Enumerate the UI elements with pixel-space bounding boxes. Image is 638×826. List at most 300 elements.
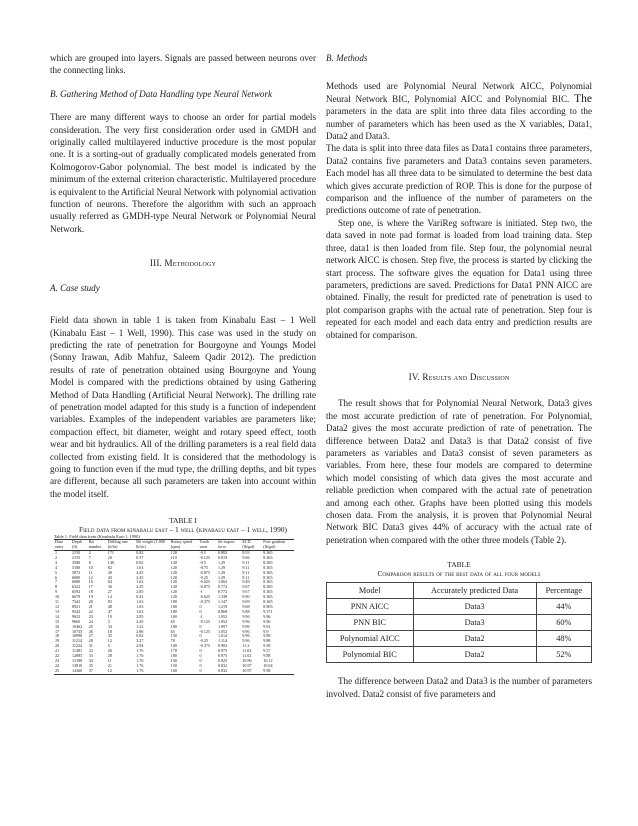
table1-cell: 8921: [71, 603, 81, 609]
table1-cell: 18: [55, 633, 60, 639]
table1-cell: 8.365: [263, 584, 273, 590]
table1-cell: 1.338: [217, 594, 228, 600]
table1-cell: 14: [55, 613, 60, 619]
table1-cell: 49: [107, 569, 112, 575]
table1-cell: 6080: [71, 579, 81, 585]
table1-cell: 9.11: [242, 559, 250, 565]
table1-cell: 9.69: [242, 599, 250, 605]
table1-cell: 8: [88, 559, 91, 565]
table1-cell: 110: [170, 554, 177, 560]
table1-header-cell: Tooth wear: [199, 539, 209, 550]
table1-cell: 14360: [71, 667, 83, 673]
table1-cell: 0.832: [217, 667, 228, 673]
table1-cell: 27: [107, 589, 112, 595]
table1-cell: 22: [55, 653, 60, 659]
table1-cell: 11.02: [242, 648, 252, 654]
table1-cell: 0: [199, 662, 202, 668]
table1-cell: 20: [107, 554, 112, 560]
table1-cell: 0: [199, 667, 202, 673]
table1-cell: 35: [107, 633, 112, 639]
table1-cell: 150: [170, 633, 177, 639]
table1-cell: 4: [55, 564, 58, 570]
table1-cell: 8.365: [263, 589, 273, 595]
table1-cell: 17: [88, 584, 93, 590]
table1-cell: 9.96: [242, 628, 250, 634]
table1-cell: 27: [88, 633, 93, 639]
table1-cell: 9652: [71, 613, 81, 619]
table1-cell: 22: [88, 608, 93, 614]
table2-cell: 44%: [536, 599, 591, 615]
table1-cell: 11224: [71, 643, 83, 649]
subsection-gmdh-heading: B. Gathering Method of Data Handling type Neural Network: [50, 88, 273, 99]
table1-cell: 180: [170, 623, 177, 629]
table1-cell: 10.04: [263, 662, 273, 668]
table1-cell: 0.832: [217, 662, 228, 668]
table1-cell: 10.96: [242, 657, 252, 663]
table1-cell: 32: [88, 648, 93, 654]
table1-cell: 180: [170, 599, 177, 605]
table1-cell: 100: [170, 643, 177, 649]
table2-row: [327, 631, 592, 647]
table1-cell: 10462: [71, 623, 83, 629]
table2-cell: Polynomial BIC: [327, 647, 414, 663]
table1-cell: 120: [170, 589, 177, 595]
table1-cell: 10: [55, 594, 60, 600]
table1-cell: 9.39: [263, 643, 271, 649]
table1-cell: 10735: [71, 628, 83, 634]
table1-cell: 150: [170, 662, 177, 668]
table1-label: TABLE I: [169, 516, 197, 526]
table1-cell: 1.219: [217, 603, 228, 609]
table1-cell: 9660: [71, 618, 81, 624]
table1-cell: 34: [88, 657, 93, 663]
table2-cell: PNN BIC: [327, 615, 414, 631]
table1-cell: 2: [88, 550, 91, 555]
table1-cell: 9.11: [242, 564, 250, 570]
table1-cell: 7: [88, 554, 91, 560]
table1-cell: 64: [107, 579, 112, 585]
table1-cell: 1.76: [136, 662, 144, 668]
table1-cell: 0.82: [136, 559, 144, 565]
methodology-heading: III. Methodology: [149, 258, 217, 269]
table1-cell: 6000: [71, 574, 81, 580]
table1-cell: 9.88: [263, 638, 271, 644]
table1-cell: 83: [107, 599, 112, 605]
table1-cell: 2.45: [136, 574, 144, 580]
steps-paragraph: Step one, is where the VariReg software is initiated. Step two, the data saved in note pad format is loaded from load training data. Step three, data1 is then loaded from file. Step four, the polynomial neural network AICC is chosen. Step five, the process is started by clicking the start process. The software gives the equation for Data1 using three parameters, predictions are saved. Predictions for Data1 PNN AICC are obtained. Finally, the result for predicted rate of penetration is used to plot comparison graphs with the actual rate of penetration. Step four is repeated for each model and each data entry and prediction results are obtained for comparison.: [326, 217, 592, 340]
table2-caption: Comparison results of the best data of all four models: [377, 569, 541, 579]
table1-cell: 1.29: [217, 569, 226, 575]
table1-cell: 120: [170, 559, 177, 565]
table1-cell: 2.85: [136, 613, 144, 619]
table1-cell: 100: [170, 613, 177, 619]
table1-cell: 8.365: [263, 569, 273, 575]
table1-cell: 12: [107, 638, 112, 644]
table1-cell: 9.96: [242, 613, 250, 619]
table1-cell: 120: [170, 569, 177, 575]
table1-cell: 1: [55, 550, 58, 555]
table1-cell: 130: [170, 657, 177, 663]
table1-cell: 10.12: [263, 657, 273, 663]
table1-cell: 25: [88, 623, 93, 629]
table1-cell: 7342: [71, 599, 81, 605]
table1-cell: 0.868: [217, 608, 228, 614]
table1-cell: 1.63: [136, 579, 144, 585]
table1-cell: 0: [199, 657, 202, 663]
table1-cell: 1.76: [136, 653, 144, 659]
table1-cell: 20: [55, 643, 60, 649]
table1-cell: 13: [55, 608, 60, 614]
table1-cell: 1.63: [136, 608, 144, 614]
table2-row: [327, 599, 592, 615]
table1-cell: 37: [88, 667, 93, 673]
table1-cell: 15: [55, 618, 60, 624]
methods-text-rest: parameters in the data are split into three data files according to the number of parameters which has been used as the X variables, Data1, Data2 and Data3.: [326, 106, 592, 142]
table1-cell: -0.625: [199, 594, 211, 600]
table1-cell: 2.86: [136, 628, 144, 634]
table1-cell: 0.975: [217, 648, 228, 654]
table1-inner-title: Table 1: Field data from (Kinabalu East-1, 1990): [54, 534, 140, 540]
table1-cell: 21: [88, 603, 93, 609]
table1-header-cell: Drilling rate (ft/hr): [107, 539, 128, 550]
table1: [54, 539, 294, 674]
table2: [326, 582, 592, 663]
table1-cell: 65: [170, 618, 175, 624]
table1-cell: 9.68: [242, 603, 250, 609]
table1-cell: 0.819: [217, 554, 228, 560]
table1-cell: 1.062: [217, 579, 228, 585]
table1-cell: 1.052: [217, 613, 228, 619]
table1-cell: 26: [107, 648, 112, 654]
table2-cell: 48%: [536, 631, 591, 647]
table1-cell: 8.365: [263, 554, 273, 560]
table1-cell: 2.94: [136, 643, 144, 649]
table1-cell: 1.052: [217, 628, 228, 634]
table1-cell: 180: [170, 653, 177, 659]
table2-cell: 60%: [536, 615, 591, 631]
table1-cell: 11: [55, 599, 59, 605]
table1-cell: 24: [88, 618, 93, 624]
table1-cell: 18: [107, 628, 112, 634]
table1-cell: 21: [107, 662, 112, 668]
table1-cell: 19: [88, 594, 93, 600]
table1-cell: 10.97: [242, 662, 252, 668]
table1-cell: 3: [55, 559, 58, 565]
table1-cell: 23: [55, 657, 60, 663]
table1-cell: 170: [170, 648, 177, 654]
table1-cell: 9.67: [242, 589, 250, 595]
table1-cell: -0.125: [199, 618, 211, 624]
table1-cell: 8.365: [263, 550, 273, 555]
table1-cell: -0.625: [199, 579, 211, 585]
methods-paragraph: [326, 80, 592, 142]
table1-cell: -0.5: [199, 559, 206, 565]
table1-cell: 2.45: [136, 569, 144, 575]
table1-cell: 1.052: [217, 618, 228, 624]
table1-cell: 9.90: [242, 594, 250, 600]
table2-cell: Polynomial AICC: [327, 631, 414, 647]
table1-header-cell: Jet impact force: [217, 539, 235, 550]
table1-cell: 9343: [71, 608, 81, 614]
table1-cell: 0.41: [136, 594, 144, 600]
table2-row: [327, 647, 592, 663]
methods-text-start: Methods used are Polynomial Neural Network AICC, Polynomial Neural Network BIC, Polynomial AICC and Polynomial BIC.: [326, 81, 592, 104]
table1-cell: 28: [88, 638, 93, 644]
table1-cell: 9.571: [263, 608, 273, 614]
table1-cell: 14: [107, 594, 112, 600]
table1-cell: 6322: [71, 584, 81, 590]
table1-cell: 9.11: [242, 574, 250, 580]
table1-cell: 0: [199, 633, 202, 639]
table1-cell: -0.875: [199, 584, 211, 590]
table1-cell: -0.125: [199, 628, 211, 634]
table1-cell: 9.06: [242, 554, 250, 560]
table2-header-cell: Model: [327, 583, 414, 599]
table1-cell: 1.29: [217, 559, 226, 565]
table1-cell: 17: [55, 628, 60, 634]
table1-cell: 8.365: [263, 574, 273, 580]
table1-cell: 19: [107, 613, 112, 619]
table1-cell: 31: [88, 643, 93, 649]
table1-cell: 25: [55, 667, 60, 673]
intro-paragraph: which are grouped into layers. Signals are passed between neurons over the connecting links.: [50, 53, 316, 76]
table1-cell: 10.97: [242, 667, 252, 673]
table1-cell: 1.014: [217, 633, 228, 639]
table1-cell: 0: [199, 623, 202, 629]
table1-cell: -1: [199, 589, 203, 595]
split-paragraph: The data is split into three data files as Data1 contains three parameters, Data2 contains five parameters and Data3 contains seven parameters. Each model has all three data to be simulated to determine the best data which gives accurate prediction of ROP. This is done for the purpose of comparison and the influence of the number of parameters on the predictions outcome of rate of penetration.: [326, 143, 592, 216]
table1-cell: 0: [199, 648, 202, 654]
methods-the: The: [574, 92, 592, 105]
table1-cell: 1.114: [217, 638, 227, 644]
table1-cell: -0.75: [199, 564, 208, 570]
table1-cell: 9.9: [263, 628, 269, 634]
table1-cell: 2.45: [136, 618, 144, 624]
table1-cell: 9.67: [242, 584, 250, 590]
table1-cell: 120: [170, 594, 177, 600]
table1-cell: 0.903: [217, 643, 228, 649]
table1-cell: 10990: [71, 633, 83, 639]
table1-cell: 16: [88, 579, 93, 585]
table1-cell: 1.63: [136, 603, 144, 609]
table1-cell: 3580: [71, 559, 81, 565]
table1-cell: 0.82: [136, 550, 144, 555]
table1-header-cell: Bit number: [88, 539, 102, 550]
table1-cell: 8.365: [263, 559, 273, 565]
table1-cell: 70: [170, 638, 175, 644]
table1-cell: 18: [88, 589, 93, 595]
table1-cell: 8.93: [242, 550, 250, 555]
table1-cell: 171: [107, 550, 114, 555]
table1-cell: 0.825: [217, 657, 228, 663]
table1-cell: 11.3: [242, 643, 250, 649]
table1-cell: 9.89: [263, 633, 271, 639]
table1-cell: 9.91: [263, 623, 271, 629]
table2-cell: 52%: [536, 647, 591, 663]
table1-cell: 9.49: [242, 579, 250, 585]
table1-cell: 8.365: [263, 599, 273, 605]
gmdh-paragraph: There are many different ways to choose an order for partial models consideration. The very first consideration order used in GMDH and originally called multilayered inductive procedure is the most popular one. It is a sorting-out of gradually complicated models generated from Kolmogorov-Gabor polynomial. The best model is indicated by the minimum of the external criterion characteristic. Multilayered procedure is equivalent to the Artificial Neural Network with polynomial activation function of neurons. Therefore the algorithm with such an approach usually referred as GMDH-type Neural Network or Polynomial Neural Network.: [50, 112, 316, 234]
table1-cell: 180: [170, 608, 177, 614]
table1-cell: 1.63: [136, 564, 144, 570]
table1-cell: 8.365: [263, 564, 273, 570]
results-heading: IV. Results and Discussion: [408, 371, 510, 382]
table1-cell: 0: [199, 653, 202, 659]
table1-cell: -0.875: [199, 569, 211, 575]
table1-cell: 120: [170, 574, 177, 580]
table1-cell: 35: [88, 662, 93, 668]
table1-cell: 9.96: [242, 633, 250, 639]
table2-cell: Data2: [413, 647, 536, 663]
table2-cell: PNN AICC: [327, 599, 414, 615]
table1-cell: 1.29: [217, 574, 226, 580]
table1-cell: 2: [55, 554, 58, 560]
table1-cell: 12: [88, 574, 93, 580]
table1-cell: 33: [88, 653, 93, 659]
table1-cell: -0.25: [199, 574, 208, 580]
table1-cell: 3: [107, 618, 110, 624]
table1-cell: 3.27: [136, 638, 144, 644]
table1-cell: 120: [170, 550, 177, 555]
table1-cell: 0.772: [217, 584, 228, 590]
table1-cell: 9.88: [242, 608, 250, 614]
table1-cell: 9: [55, 589, 58, 595]
table1-header-cell: Rotary speed (rpm): [170, 539, 193, 550]
table1-cell: 0.772: [217, 589, 228, 595]
table1-cell: 6: [55, 574, 58, 580]
table1-cell: 11.02: [242, 653, 252, 659]
table1-header-cell: Data entry: [55, 539, 64, 550]
right-column: [326, 52, 592, 700]
table1-cell: 11214: [71, 638, 83, 644]
table1-cell: 65: [170, 628, 175, 634]
table1-cell: 7: [55, 579, 58, 585]
left-column: [50, 52, 316, 675]
table1-cell: 1.63: [136, 599, 144, 605]
table1-cell: 10: [88, 564, 93, 570]
table1-header-cell: ECD (lb/gal): [242, 539, 255, 550]
table1-cell: 12883: [71, 653, 83, 659]
table1-cell: 1.29: [217, 564, 226, 570]
table1-cell: -0.375: [199, 599, 211, 605]
table1-cell: 13810: [71, 662, 83, 668]
table1-cell: 9.96: [242, 638, 250, 644]
table1-cell: 19: [55, 638, 60, 644]
case-study-heading: A. Case study: [50, 282, 100, 293]
table1-cell: 0.82: [136, 633, 144, 639]
table1-cell: 1.76: [136, 667, 144, 673]
table1-cell: 1.147: [217, 599, 228, 605]
table1-cell: 48: [107, 603, 112, 609]
table1-header-cell: Pore gradient (lb/gal): [263, 539, 286, 550]
table1-cell: 5180: [71, 564, 81, 570]
table1-cell: 11481: [71, 648, 83, 654]
table1-row: [54, 669, 294, 674]
table1-cell: -0.5: [199, 550, 206, 555]
table1-cell: -0.25: [199, 638, 208, 644]
table1-cell: 9.11: [242, 569, 250, 575]
table1-caption: Field data from kinabalu east – 1 well (kinabalu east – 1 well, 1990): [79, 525, 287, 535]
table1-cell: 2150: [71, 550, 81, 555]
methods-heading: B. Methods: [326, 53, 368, 63]
table1-cell: 0.882: [217, 550, 228, 555]
table1-cell: 8.365: [263, 594, 273, 600]
table1-cell: 8.365: [263, 579, 273, 585]
table1-cell: 6592: [71, 589, 81, 595]
table1-cell: 9.98: [263, 667, 271, 673]
table2-cell: Data3: [413, 599, 536, 615]
table1-cell: 12: [107, 667, 112, 673]
table1-cell: 34: [107, 623, 112, 629]
table2-header-cell: Percentage: [536, 583, 591, 599]
table1-header-cell: Bit weight (1,000 lb/in.): [136, 539, 165, 550]
table1-scan: [54, 534, 294, 674]
case-study-paragraph: Field data shown in table 1 is taken from Kinabalu East – 1 Well (Kinabalu East – 1 Well, 1990). This case was used in the study on predicting the rate of penetration for Bourgoyne and Youngs Model (Sonny Irawan, Adib Mahfuz, Saleem Qadir 2012). The prediction results of rate of penetration obtained using Bourgoyne and Young Model is compared with the predictions obtained by using Gathering Method of Data Handling (Artificial Neural Network). The drilling rate of penetration model adapted for this study is a function of independent variables. Examples of the independent variables are parameters like; compaction effect, bit diameter, weight and rotary speed effect, tooth wear and bit hydraulics. All of the drilling parameters is a real field data collected from existing field. It is considered that the methodology is going to function even if the mud type, the drilling depths, and bit types are different, because all such parameters are taken into account within the model itself.: [50, 315, 316, 499]
table1-cell: 9.96: [263, 618, 271, 624]
table1-cell: 13180: [71, 657, 83, 663]
table1-cell: 1.22: [136, 623, 144, 629]
table1-cell: 20: [88, 599, 93, 605]
difference-paragraph: The difference between Data2 and Data3 is the number of parameters involved. Data2 consist of five parameters and: [326, 676, 592, 699]
table1-cell: 140: [107, 559, 114, 565]
table2-row: [327, 615, 592, 631]
table1-cell: 21: [55, 648, 60, 654]
table1-cell: 9.88: [263, 653, 271, 659]
table1-cell: 82: [107, 564, 112, 570]
table1-cell: 0: [199, 608, 202, 614]
table1-cell: 160: [170, 667, 177, 673]
table1-cell: 24: [55, 662, 60, 668]
table1-cell: 0: [199, 603, 202, 609]
table1-cell: 11: [107, 657, 112, 663]
table1-cell: 0.57: [136, 554, 144, 560]
table1-cell: 2.45: [136, 584, 144, 590]
table1-cell: 8: [55, 584, 58, 590]
table1-cell: 28: [107, 653, 112, 659]
table1-cell: 2.85: [136, 589, 144, 595]
table1-cell: 1.097: [217, 623, 228, 629]
table1-cell: 26: [88, 628, 93, 634]
table1-cell: 5: [55, 569, 58, 575]
table1-cell: 1.76: [136, 648, 144, 654]
table1-cell: 16: [55, 623, 60, 629]
table1-cell: 6679: [71, 594, 81, 600]
table1-cell: 5: [107, 643, 110, 649]
table1-cell: 9.96: [242, 618, 250, 624]
table1-cell: 120: [170, 564, 177, 570]
table1-cell: -0.125: [199, 554, 211, 560]
table1-cell: 47: [107, 608, 112, 614]
table1-cell: 12: [55, 603, 60, 609]
table1-header-cell: Depth (ft): [71, 539, 82, 550]
table1-cell: 43: [107, 574, 112, 580]
table1-cell: 0.975: [217, 653, 228, 659]
table1-cell: -0.375: [199, 643, 211, 649]
table2-label: TABLE: [447, 560, 471, 570]
table1-cell: 8.903: [263, 603, 273, 609]
table1-cell: 5872: [71, 569, 81, 575]
table1-cell: 180: [170, 603, 177, 609]
results-paragraph: The result shows that for Polynomial Neural Network, Data3 gives the most accurate prediction of rate of penetration. For Polynomial, Data2 gives the most accurate prediction of rate of penetration. The difference between Data2 and Data3 is that Data2 consist of five parameters as variables and Data3 consist of seven parameters as variables. From here, these four models are compared to determine which model consisting of which data gives the most accurate and reliable prediction when compared with the actual rate of penetration and among each other. Graphs have been plotted using this models chosen data. From the analysis, it is proven that Polynomial Neural Network BIC Data3 gives 44% of accuracy with the actual rate of penetration when compared with the other three models (Table 2).: [326, 398, 592, 545]
table1-cell: 1.76: [136, 657, 144, 663]
table1-cell: 9.96: [263, 613, 271, 619]
table1-cell: -1: [199, 613, 203, 619]
table1-cell: 36: [107, 584, 112, 590]
table1-cell: 120: [170, 579, 177, 585]
table1-cell: 2155: [71, 554, 81, 560]
table2-cell: Data2: [413, 631, 536, 647]
table2-header-cell: Accurately predicted Data: [413, 583, 536, 599]
